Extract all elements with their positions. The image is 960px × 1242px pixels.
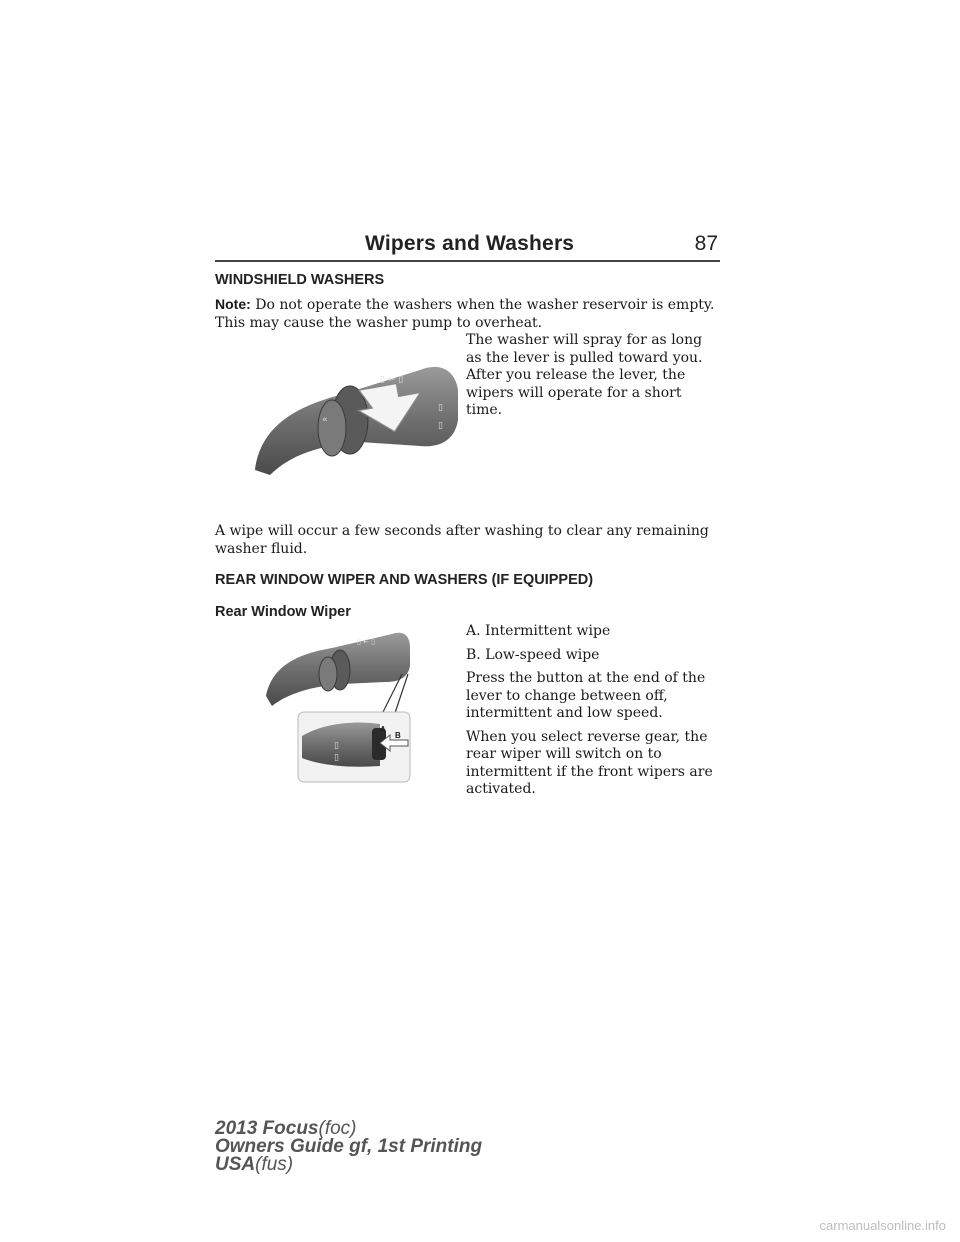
svg-text:▯ ← ▯: ▯ ← ▯ <box>357 638 376 646</box>
section-heading-windshield-washers: WINDSHIELD WASHERS <box>215 272 385 288</box>
svg-text:▯: ▯ <box>438 421 443 431</box>
footer-line-2: Owners Guide gf, 1st Printing <box>215 1136 483 1157</box>
reverse-line: activated. <box>466 781 536 797</box>
rear-wiper-stalk-illustration <box>262 626 462 786</box>
note-paragraph <box>215 296 725 332</box>
wipe-after-washing <box>215 523 735 558</box>
press-line: intermittent and low speed. <box>466 705 663 721</box>
reverse-line: rear wiper will switch on to <box>466 746 662 762</box>
svg-text:▯: ▯ <box>334 741 339 751</box>
item-intermittent: A. Intermittent wipe <box>466 623 611 639</box>
press-line: lever to change between off, <box>466 687 668 704</box>
washer-stalk-illustration <box>250 350 465 478</box>
callout-a: A <box>380 725 386 734</box>
subheading-rear-window-wiper: Rear Window Wiper <box>215 604 351 620</box>
press-paragraph <box>466 670 726 723</box>
reverse-paragraph <box>466 729 726 799</box>
chapter-title: Wipers and Washers <box>365 232 575 255</box>
note-line-2: This may cause the washer pump to overheat. <box>215 314 543 331</box>
footer-market: USA <box>215 1154 256 1175</box>
svg-text:▯: ▯ <box>438 403 443 413</box>
svg-text:▯: ▯ <box>334 753 339 763</box>
page-number: 87 <box>694 232 718 255</box>
footer-model: 2013 Focus <box>215 1118 319 1139</box>
wipe-line: washer fluid. <box>215 540 308 557</box>
callout-b: B <box>395 731 401 740</box>
note-line-1 <box>215 296 725 315</box>
washer-line: wipers will operate for a short <box>466 384 682 401</box>
washer-line: The washer will spray for as long <box>466 332 703 348</box>
footer-line-3 <box>215 1156 482 1174</box>
footer-market-code: (fus) <box>255 1154 294 1175</box>
svg-text:▯ ← ▯: ▯ ← ▯ <box>380 375 404 385</box>
page-header <box>215 232 720 262</box>
wipe-line: A wipe will occur a few seconds after washing to clear any remaining <box>215 523 709 539</box>
note-text: Do not operate the washers when the washer reservoir is empty. <box>255 297 715 313</box>
item-low-speed: B. Low-speed wipe <box>466 646 600 663</box>
document-footer <box>215 1120 482 1174</box>
washer-line: time. <box>466 402 503 418</box>
press-line: Press the button at the end of the <box>466 670 706 686</box>
note-label: Note: <box>215 296 251 312</box>
washer-line: After you release the lever, the <box>466 367 686 383</box>
washer-line: as the lever is pulled toward you. <box>466 349 703 366</box>
washer-description <box>466 332 726 420</box>
header-divider <box>215 260 720 262</box>
reverse-line: When you select reverse gear, the <box>466 728 708 745</box>
watermark: carmanualsonline.info <box>819 1218 946 1233</box>
reverse-line: intermittent if the front wipers are <box>466 763 713 780</box>
svg-text:«: « <box>322 415 328 425</box>
footer-model-code: (foc) <box>318 1118 357 1139</box>
section-heading-rear-window: REAR WINDOW WIPER AND WASHERS (IF EQUIPPED) <box>215 572 594 588</box>
rear-wiper-description <box>466 623 726 799</box>
